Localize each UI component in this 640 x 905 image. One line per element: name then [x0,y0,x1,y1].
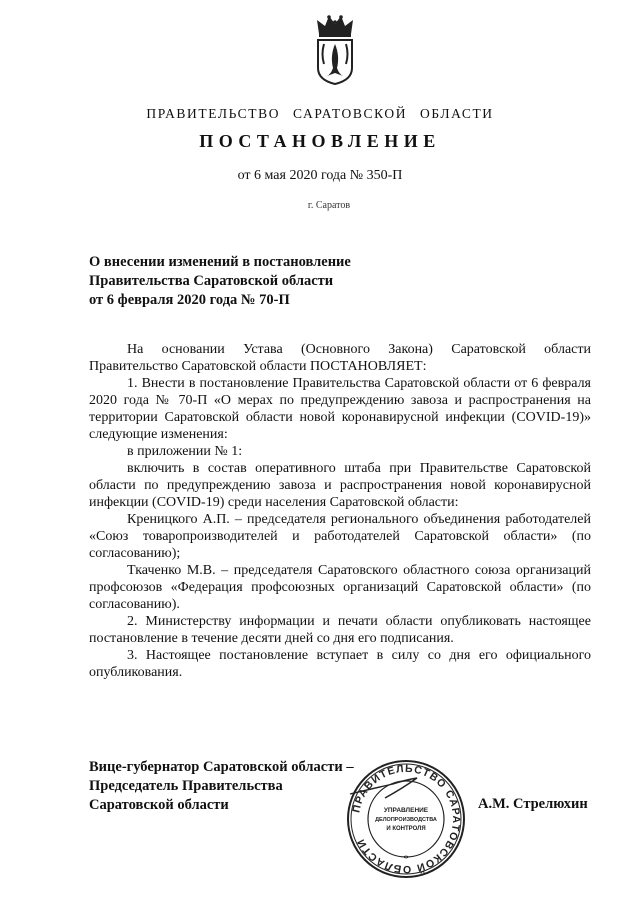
body-paragraph: включить в состав оперативного штаба при Правительстве Саратовской области по предупреждению завоза и распространения новой коронавирусной инфекции (COVID-19) среди населения Саратовской области: [89,461,591,510]
body-paragraph: 2. Министерству информации и печати области опубликовать настоящее постановление в течение десяти дней со дня его подписания. [89,614,591,646]
signatory-name: А.М. Стрелюхин [478,796,588,812]
stamp-outer-text: ПРАВИТЕЛЬСТВО САРАТОВСКОЙ ОБЛАСТИ [350,762,463,876]
stamp-inner-line: И КОНТРОЛЯ [386,826,426,832]
subject-line: Правительства Саратовской области [89,273,334,289]
body-paragraph: 1. Внести в постановление Правительства Саратовской области от 6 февраля 2020 года № 70-П «О мерах по предупреждению завоза и распространения на территории Саратовской области новой коронавирусной инфекции (COVID-19)» следующие изменения: [89,376,591,442]
body-paragraph: в приложении № 1: [127,444,243,459]
government-name: ПРАВИТЕЛЬСТВО САРАТОВСКОЙ ОБЛАСТИ [146,106,494,121]
body-paragraph: Креницкого А.П. – председателя регионального объединения работодателей «Союз товаропроизводителей и работодателей Саратовской области» (по согласованию); [89,512,591,561]
body-paragraph: На основании Устава (Основного Закона) Саратовской области Правительство Саратовской области ПОСТАНОВЛЯЕТ: [89,342,591,374]
document-date-number: от 6 мая 2020 года № 350-П [237,168,403,183]
document-subject [89,253,351,310]
subject-line: О внесении изменений в постановление [89,254,351,270]
signatory-position [89,758,354,815]
document-type-title: ПОСТАНОВЛЕНИЕ [199,131,441,151]
official-stamp [345,758,467,880]
document-city: г. Саратов [307,200,351,211]
body-paragraph: 3. Настоящее постановление вступает в силу со дня его официального опубликования. [89,648,591,680]
stamp-inner-line: УПРАВЛЕНИЕ [383,807,429,814]
stamp-inner-line: ДЕЛОПРОИЗВОДСТВА [375,817,437,823]
document-body [89,341,591,681]
subject-line: от 6 февраля 2020 года № 70-П [89,292,290,308]
body-paragraph: Ткаченко М.В. – председателя Саратовского областного союза организаций профсоюзов «Федерация профсоюзных организаций Саратовской области» (по согласованию). [89,563,591,612]
signatory-position-line: Вице-губернатор Саратовской области – [89,759,354,775]
coat-of-arms-icon [309,14,361,86]
signatory-position-line: Саратовской области [89,797,229,813]
signatory-position-line: Председатель Правительства [89,778,283,794]
svg-text:*: * [403,854,409,865]
